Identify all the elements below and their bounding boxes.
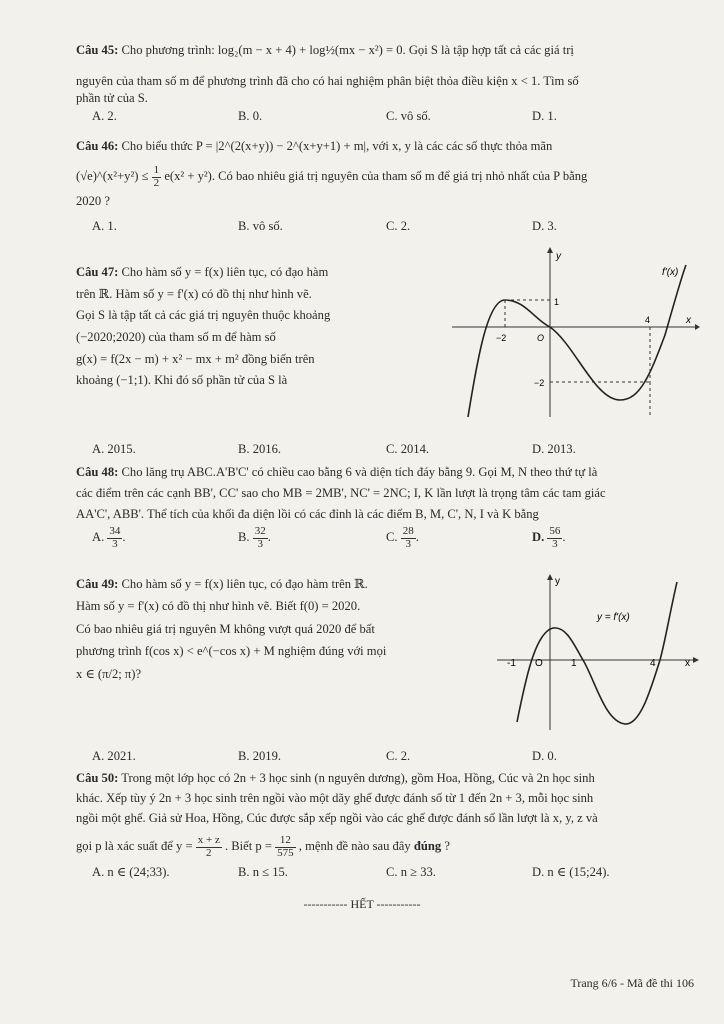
question-49: [76, 573, 476, 685]
question-text: ngồi một ghế. Giả sử Hoa, Hồng, Cúc được sắp xếp ngồi vào các ghế được đánh số lần lượt là x, y, z và: [76, 811, 598, 825]
question-48: [76, 464, 698, 523]
x-axis-label: x: [685, 658, 690, 669]
option-b: B. 2019.: [238, 749, 282, 763]
option-a: A. 2021.: [92, 749, 136, 763]
tick-label: -1: [507, 658, 516, 669]
option-d: D. 1.: [532, 109, 557, 123]
fraction-denominator: 2: [206, 846, 212, 859]
y-axis-arrow: [547, 247, 553, 253]
question-text: , mệnh đề nào sau đây: [298, 838, 411, 853]
option-a: A. 1.: [92, 219, 117, 233]
fraction: [275, 835, 296, 859]
tick-label: 4: [650, 658, 656, 669]
question-text: Trong một lớp học có 2n + 3 học sinh (n nguyên dương), gồm Hoa, Hồng, Cúc và 2n học sinh: [121, 771, 595, 785]
y-axis-arrow: [547, 574, 553, 580]
curve-label: y = f'(x): [597, 612, 630, 623]
x-axis-label: x: [686, 315, 691, 326]
question-text: x ∈ (π/2; π)?: [76, 666, 142, 681]
fraction-denominator: 3: [405, 537, 411, 550]
option-d: D. 3.: [532, 219, 557, 233]
option-letter: C.: [386, 529, 398, 544]
option-a: A. $\frac{34}{3}$ .: [92, 525, 126, 550]
option-b: B. $\frac{32}{3}$ .: [238, 525, 271, 550]
option-b: B. 2016.: [238, 442, 282, 456]
question-text: . Biết p =: [224, 838, 272, 853]
tick-label: 4: [645, 315, 651, 325]
question-text: 2020 ?: [76, 194, 110, 209]
option-b: B. vô số.: [238, 219, 283, 233]
option-d: D. n ∈ (15;24).: [532, 865, 610, 879]
question-text: phương trình f(cos x) < e^(−cos x) + M nghiệm đúng với mọi: [76, 644, 387, 659]
fraction-numerator: 56: [549, 525, 561, 537]
question-text: khác. Xếp tùy ý 2n + 3 học sinh trên ngồi vào một dãy ghế được đánh số từ 1 đến 2n + 3, mỗi học sinh: [76, 791, 594, 805]
question-label: Câu 45:: [76, 43, 119, 57]
option-c: C. 2.: [386, 749, 411, 763]
question-text: khoảng (−1;1). Khi đó số phần tử của S là: [76, 373, 288, 388]
graph-q47: [450, 245, 700, 420]
fraction-numerator: 28: [402, 525, 414, 537]
y-axis-label: y: [555, 576, 560, 587]
question-text: Cho hàm số y = f(x) liên tục, có đạo hàm: [121, 265, 329, 279]
question-label: Câu 48:: [76, 465, 119, 479]
option-a: A. n ∈ (24;33).: [92, 865, 170, 879]
question-text: AA'C', ABB'. Thể tích của khối đa diện lồi có các đỉnh là các điểm B, M, C', N, I và K bằng: [76, 507, 539, 521]
question-text: Cho phương trình: log₂(m − x + 4) + log½(mx − x²) = 0. Gọi S là tập hợp tất cả các giá trị: [121, 43, 574, 57]
question-label: Câu 47:: [76, 265, 119, 279]
fraction: [547, 526, 562, 550]
question-50: [76, 770, 698, 859]
question-text: g(x) = f(2x − m) + x² − mx + m² đồng biến trên: [76, 351, 315, 366]
question-text: (√e)^(x²+y²) ≤: [76, 168, 149, 183]
option-c: C. vô số.: [386, 109, 431, 123]
fraction: [253, 526, 268, 550]
page-footer: Trang 6/6 - Mã đề thi 106: [570, 976, 694, 990]
question-47: [76, 262, 406, 392]
fraction-denominator: 3: [257, 537, 263, 550]
fraction-numerator: 1: [153, 164, 160, 176]
question-label: Câu 46:: [76, 139, 119, 153]
option-letter: A.: [92, 529, 105, 544]
origin-label: O: [537, 333, 545, 343]
fraction-denominator: 2: [153, 176, 160, 189]
question-text: (−2020;2020) của tham số m để hàm số: [76, 329, 276, 344]
fraction-numerator: 34: [109, 525, 121, 537]
question-text: ?: [444, 838, 450, 853]
fraction-denominator: 3: [112, 537, 118, 550]
option-a: A. 2015.: [92, 442, 136, 456]
tick-label: −2: [534, 378, 545, 388]
option-c: C. $\frac{28}{3}$ .: [386, 525, 419, 550]
option-d: D. 0.: [532, 749, 557, 763]
fraction: [196, 835, 222, 859]
question-text-emphasis: đúng: [413, 838, 442, 853]
question-text: gọi p là xác suất để y =: [76, 838, 193, 853]
tick-label: −2: [496, 333, 507, 343]
end-marker: ----------- HẾT -----------: [303, 897, 421, 911]
option-letter: D.: [532, 529, 545, 544]
tick-label: 1: [554, 297, 560, 307]
fraction-numerator: 12: [275, 835, 296, 848]
question-text: Gọi S là tập tất cả các giá trị nguyên thuộc khoảng: [76, 308, 331, 323]
option-d: D. $\frac{56}{3}$ .: [532, 525, 566, 550]
question-text: phần tử của S.: [76, 91, 148, 105]
question-text: các điểm trên các cạnh BB', CC' sao cho MB = 2MB', NC' = 2NC; I, K lần lượt là trọng tâm các tam giác: [76, 486, 606, 500]
fraction-numerator: x + z: [197, 834, 220, 846]
question-text: e(x² + y²). Có bao nhiêu giá trị nguyên của tham số m để giá trị nhỏ nhất của P bằng: [164, 168, 588, 183]
derivative-curve: [517, 582, 677, 724]
question-46: [76, 138, 698, 210]
question-text: Cho biểu thức P = |2^(2(x+y)) − 2^(x+y+1) + m|, với x, y là các các số thực thỏa mãn: [121, 139, 553, 153]
option-letter: B.: [238, 529, 250, 544]
graph-q49: [495, 572, 700, 732]
question-text: Cho hàm số y = f(x) liên tục, có đạo hàm trên ℝ.: [121, 577, 368, 591]
question-45: [76, 42, 698, 107]
option-c: C. 2.: [386, 219, 411, 233]
y-axis-label: y: [556, 251, 561, 262]
fraction: [152, 165, 162, 189]
question-text: nguyên của tham số m để phương trình đã cho có hai nghiệm phân biệt thỏa điều kiện x < 1. Tìm số: [76, 74, 579, 88]
option-c: C. 2014.: [386, 442, 430, 456]
fraction-denominator: 3: [552, 537, 558, 550]
option-b: B. 0.: [238, 109, 263, 123]
fraction: [401, 526, 416, 550]
option-c: C. n ≥ 33.: [386, 865, 436, 879]
fraction: [107, 526, 122, 550]
question-text: Cho lăng trụ ABC.A'B'C' có chiều cao bằng 6 và diện tích đáy bằng 9. Gọi M, N theo thứ tự là: [121, 465, 598, 479]
option-b: B. n ≤ 15.: [238, 865, 288, 879]
x-axis-arrow: [693, 657, 699, 663]
question-label: Câu 50:: [76, 771, 119, 785]
origin-label: O: [535, 658, 543, 669]
question-text: Có bao nhiêu giá trị nguyên M không vượt quá 2020 để bất: [76, 621, 375, 636]
question-text: Hàm số y = f'(x) có đồ thị như hình vẽ. Biết f(0) = 2020.: [76, 599, 361, 614]
fraction-denominator: 575: [277, 846, 294, 859]
fraction-numerator: 32: [254, 525, 266, 537]
question-text: trên ℝ. Hàm số y = f'(x) có đồ thị như hình vẽ.: [76, 286, 312, 301]
tick-label: 1: [571, 658, 577, 669]
x-axis-arrow: [695, 324, 700, 330]
curve-label: f'(x): [662, 267, 679, 278]
option-a: A. 2.: [92, 109, 117, 123]
option-d: D. 2013.: [532, 442, 576, 456]
question-label: Câu 49:: [76, 577, 119, 591]
